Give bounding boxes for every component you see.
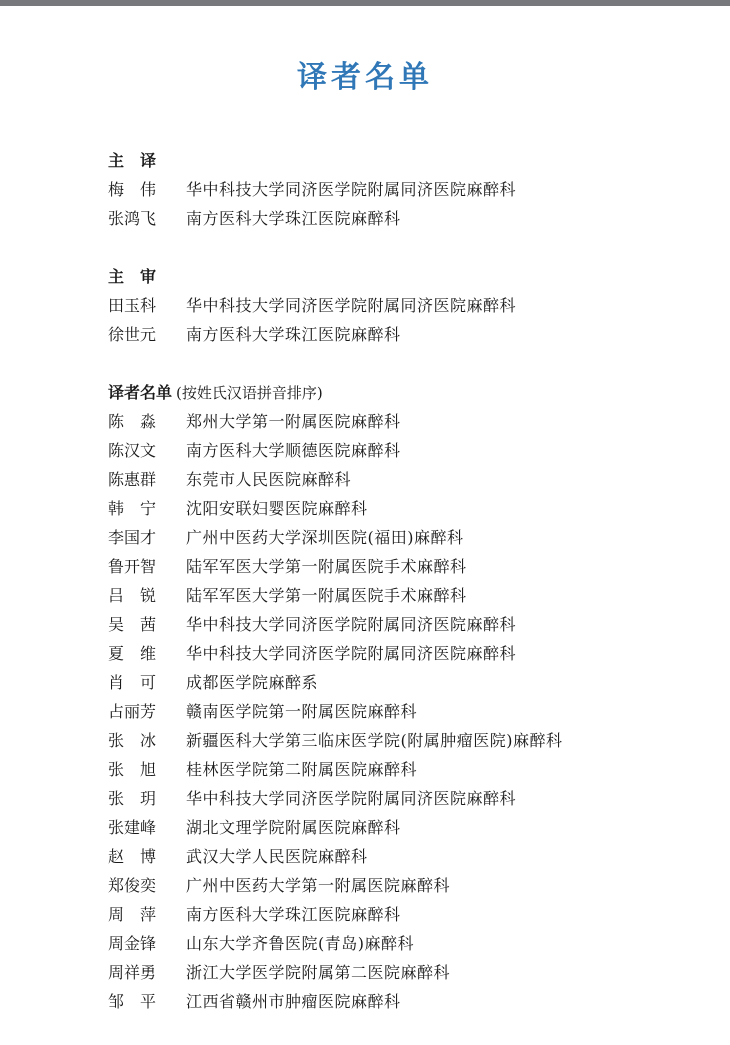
person-name: 张 玥 (108, 789, 157, 808)
person-row (108, 552, 708, 581)
person-affiliation: 华中科技大学同济医学院附属同济医院麻醉科 (186, 296, 517, 315)
person-row (108, 958, 708, 987)
person-affiliation: 成都医学院麻醉系 (186, 673, 319, 692)
person-affiliation: 湖北文理学院附属医院麻醉科 (186, 818, 401, 837)
person-row (108, 726, 708, 755)
person-name: 夏 维 (108, 644, 157, 663)
person-row (108, 987, 708, 1016)
person-row (108, 639, 708, 668)
person-name: 张 旭 (108, 760, 157, 779)
person-affiliation: 沈阳安联妇婴医院麻醉科 (186, 499, 368, 518)
section (108, 378, 708, 1016)
person-affiliation: 南方医科大学顺德医院麻醉科 (186, 441, 401, 460)
person-affiliation: 陆军军医大学第一附属医院手术麻醉科 (186, 557, 467, 576)
person-affiliation: 桂林医学院第二附属医院麻醉科 (186, 760, 418, 779)
person-row (108, 204, 708, 233)
person-name: 韩 宁 (108, 499, 157, 518)
person-name: 陈汉文 (108, 441, 157, 460)
person-name: 邹 平 (108, 992, 157, 1011)
person-affiliation: 新疆医科大学第三临床医学院(附属肿瘤医院)麻醉科 (186, 731, 563, 750)
person-name: 张 冰 (108, 731, 157, 750)
section-heading (108, 262, 708, 291)
person-row (108, 871, 708, 900)
person-affiliation: 浙江大学医学院附属第二医院麻醉科 (186, 963, 451, 982)
person-name: 鲁开智 (108, 557, 157, 576)
person-name: 徐世元 (108, 325, 157, 344)
section-heading (108, 146, 708, 175)
person-affiliation: 山东大学齐鲁医院(青岛)麻醉科 (186, 934, 414, 953)
section-heading-text: 主 审 (108, 267, 157, 286)
person-row (108, 784, 708, 813)
person-name: 李国才 (108, 528, 157, 547)
person-row (108, 465, 708, 494)
person-row (108, 523, 708, 552)
person-affiliation: 南方医科大学珠江医院麻醉科 (186, 209, 401, 228)
person-affiliation: 东莞市人民医院麻醉科 (186, 470, 352, 489)
section-heading-note: (按姓氏汉语拼音排序) (176, 384, 323, 402)
person-affiliation: 华中科技大学同济医学院附属同济医院麻醉科 (186, 789, 517, 808)
section (108, 146, 708, 233)
person-name: 郑俊奕 (108, 876, 157, 895)
person-name: 周祥勇 (108, 963, 157, 982)
person-row (108, 697, 708, 726)
person-name: 周 萍 (108, 905, 157, 924)
person-affiliation: 广州中医药大学深圳医院(福田)麻醉科 (186, 528, 464, 547)
person-name: 肖 可 (108, 673, 157, 692)
top-border-bar (0, 0, 730, 6)
person-affiliation: 华中科技大学同济医学院附属同济医院麻醉科 (186, 615, 517, 634)
person-row (108, 668, 708, 697)
section-heading-text: 主 译 (108, 151, 157, 170)
person-name: 吴 茜 (108, 615, 157, 634)
person-affiliation: 华中科技大学同济医学院附属同济医院麻醉科 (186, 180, 517, 199)
person-name: 周金锋 (108, 934, 157, 953)
section-heading (108, 378, 708, 407)
person-row (108, 581, 708, 610)
person-row (108, 175, 708, 204)
person-row (108, 320, 708, 349)
person-row (108, 813, 708, 842)
person-affiliation: 武汉大学人民医院麻醉科 (186, 847, 368, 866)
person-name: 梅 伟 (108, 180, 157, 199)
person-row (108, 755, 708, 784)
person-name: 赵 博 (108, 847, 157, 866)
person-row (108, 494, 708, 523)
person-affiliation: 陆军军医大学第一附属医院手术麻醉科 (186, 586, 467, 605)
page-title: 译者名单 (297, 60, 433, 95)
translator-list (108, 146, 708, 1045)
section-heading-text: 译者名单 (108, 383, 173, 402)
person-row (108, 900, 708, 929)
person-row (108, 929, 708, 958)
person-affiliation: 华中科技大学同济医学院附属同济医院麻醉科 (186, 644, 517, 663)
person-row (108, 610, 708, 639)
person-affiliation: 南方医科大学珠江医院麻醉科 (186, 905, 401, 924)
person-name: 张建峰 (108, 818, 157, 837)
person-affiliation: 南方医科大学珠江医院麻醉科 (186, 325, 401, 344)
person-name: 张鸿飞 (108, 209, 157, 228)
person-row (108, 842, 708, 871)
person-name: 陈惠群 (108, 470, 157, 489)
person-affiliation: 郑州大学第一附属医院麻醉科 (186, 412, 401, 431)
person-row (108, 407, 708, 436)
person-name: 田玉科 (108, 296, 157, 315)
person-name: 陈 淼 (108, 412, 157, 431)
section (108, 262, 708, 349)
person-row (108, 436, 708, 465)
person-affiliation: 赣南医学院第一附属医院麻醉科 (186, 702, 418, 721)
person-name: 吕 锐 (108, 586, 157, 605)
person-affiliation: 江西省赣州市肿瘤医院麻醉科 (186, 992, 401, 1011)
person-affiliation: 广州中医药大学第一附属医院麻醉科 (186, 876, 451, 895)
person-row (108, 291, 708, 320)
person-name: 占丽芳 (108, 702, 157, 721)
